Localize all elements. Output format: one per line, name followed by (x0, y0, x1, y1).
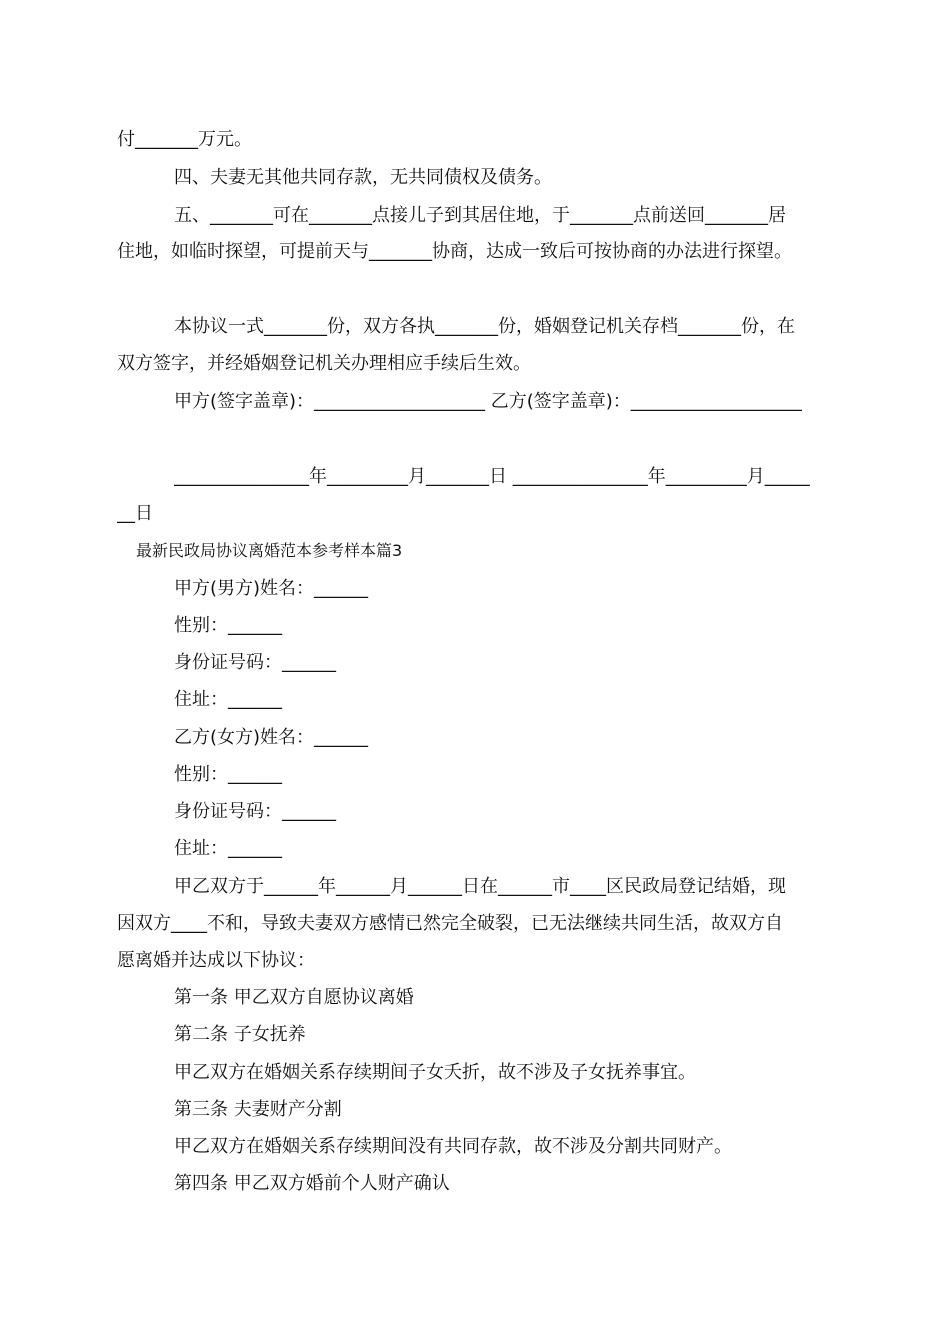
clause-heading: 第三条 夫妻财产分割 (174, 1099, 342, 1120)
text-line: 甲乙双方于______年______月______日在______市____区民政局登记结婚，现 (174, 876, 786, 897)
text-line: 甲乙双方在婚姻关系存续期间没有共同存款，故不涉及分割共同财产。 (174, 1136, 732, 1157)
text-line: 本协议一式_______份，双方各执_______份，婚姻登记机关存档_______份，在 (174, 316, 795, 337)
field-line: 乙方(女方)姓名：______ (174, 727, 369, 748)
text-line: 五、_______可在_______点接儿子到其居住地，于_______点前送回_______居 (174, 205, 786, 226)
field-line: 住址：______ (174, 838, 282, 859)
field-line: 性别：______ (174, 615, 282, 636)
text-line: 住地，如临时探望，可提前天与_______协商，达成一致后可按协商的办法进行探望。 (117, 241, 792, 262)
text-line: 付_______万元。 (117, 129, 252, 150)
clause-heading: 第一条 甲乙双方自愿协议离婚 (174, 987, 414, 1008)
field-line: 甲方(男方)姓名：______ (174, 578, 369, 599)
clause-heading: 第四条 甲乙双方婚前个人财产确认 (174, 1173, 450, 1194)
field-line: 身份证号码：______ (174, 801, 336, 822)
text-line: 双方签字，并经婚姻登记机关办理相应手续后生效。 (117, 353, 531, 374)
date-line-end: __日 (117, 503, 153, 524)
text-line: 因双方____不和，导致夫妻双方感情已然完全破裂，已无法继续共同生活，故双方自 (117, 913, 783, 934)
date-line: _______________年_________月_______日 _______________年_________月_____ (174, 466, 810, 487)
text-line: 四、夫妻无其他共同存款，无共同债权及债务。 (174, 167, 552, 188)
text-line: 愿离婚并达成以下协议： (117, 950, 315, 971)
clause-heading: 第二条 子女抚养 (174, 1024, 306, 1045)
text-line: 甲乙双方在婚姻关系存续期间子女夭折，故不涉及子女抚养事宜。 (174, 1062, 696, 1083)
signature-line: 甲方(签字盖章)：___________________ 乙方(签字盖章)：___________________ (174, 391, 802, 412)
field-line: 性别：______ (174, 764, 282, 785)
field-line: 身份证号码：______ (174, 652, 336, 673)
section-title: 最新民政局协议离婚范本参考样本篇3 (136, 541, 403, 560)
field-line: 住址：______ (174, 689, 282, 710)
